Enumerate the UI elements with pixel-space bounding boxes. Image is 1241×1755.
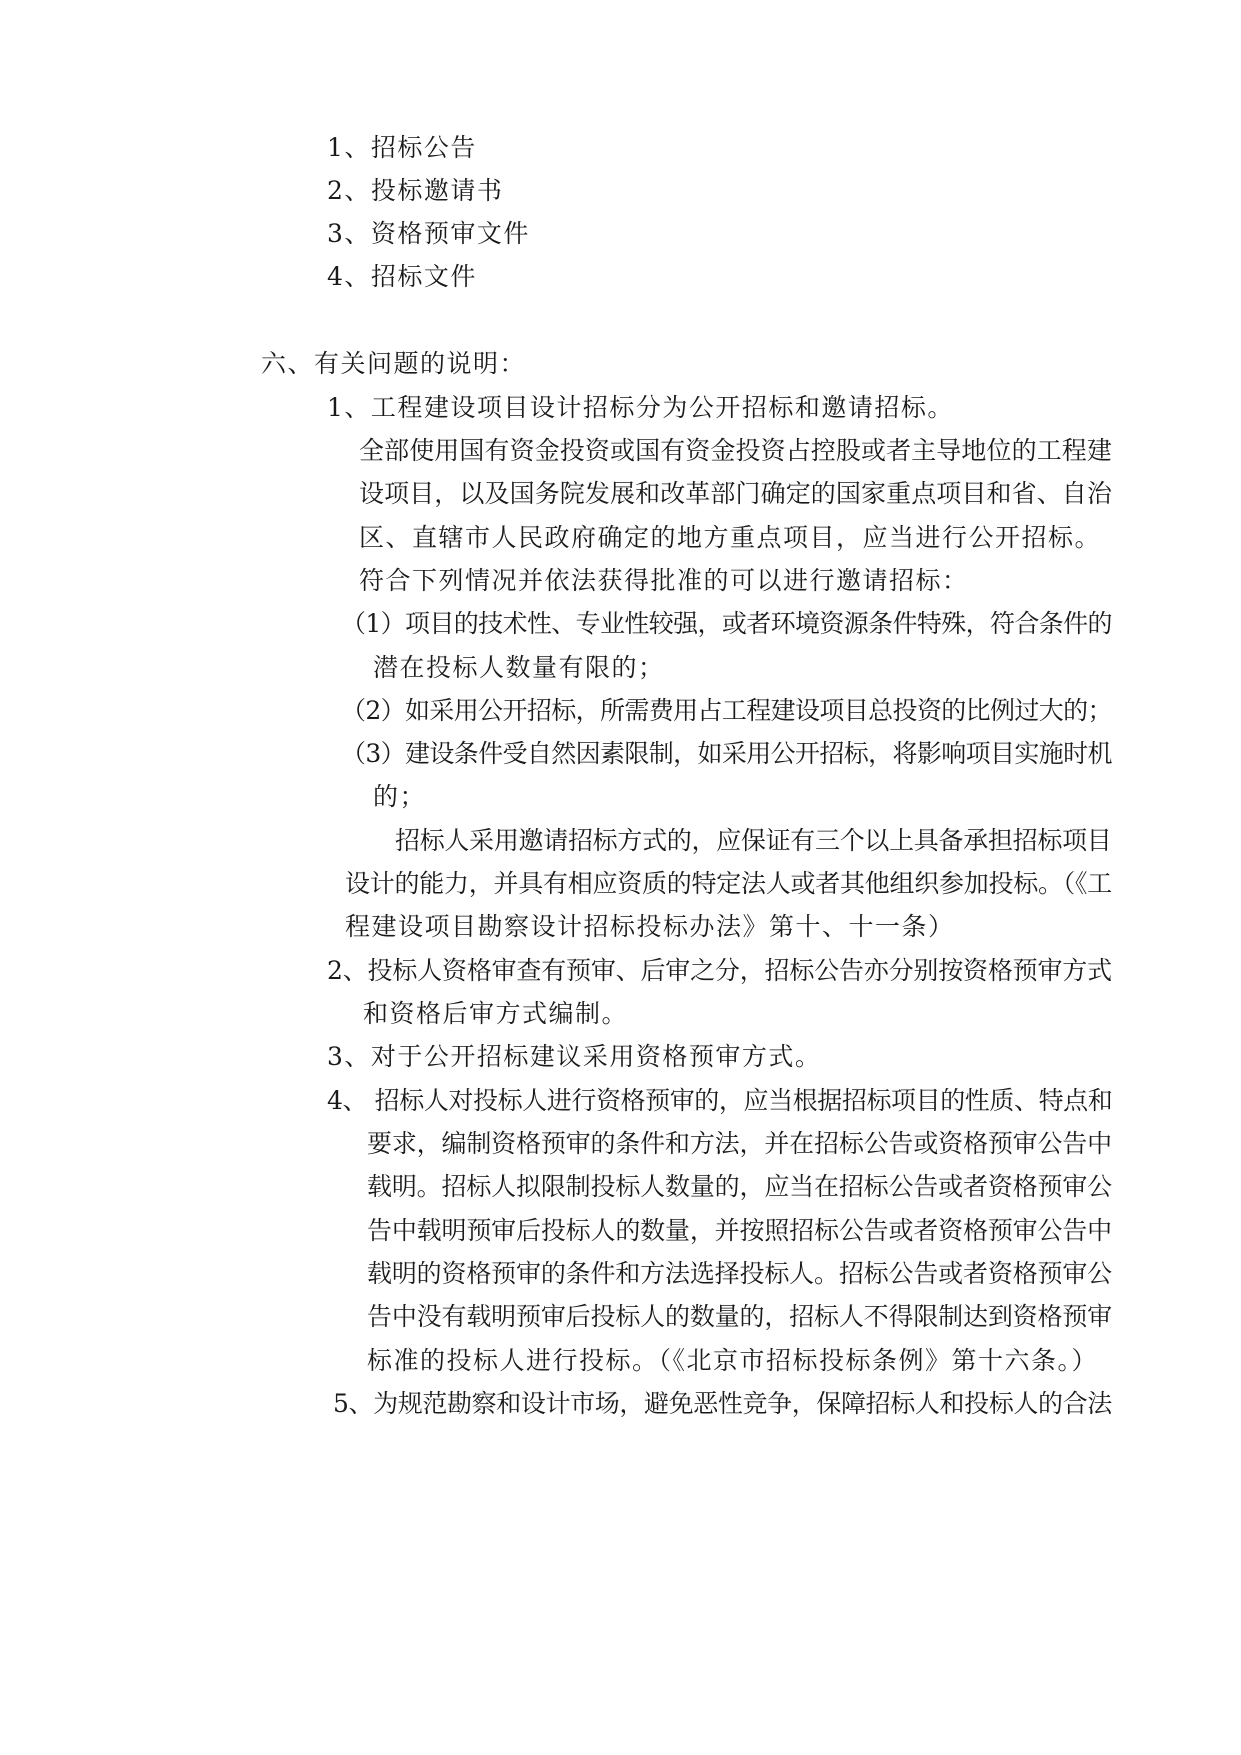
attachment-item-2: 2、投标邀请书 xyxy=(327,176,504,205)
item1-para1-line1: 全部使用国有资金投资或国有资金投资占控股或者主导地位的工程建 xyxy=(359,436,1113,465)
item4-line7: 标准的投标人进行投标。（《北京市招标投标条例》第十六条。） xyxy=(367,1346,1099,1375)
item1-para1-line3: 区、直辖市人民政府确定的地方重点项目，应当进行公开招标。 xyxy=(359,523,1102,552)
item1-cond1-line1: （1）项目的技术性、专业性较强，或者环境资源条件特殊，符合条件的 xyxy=(341,609,1112,638)
item4-line2: 要求，编制资格预审的条件和方法，并在招标公告或资格预审公告中 xyxy=(367,1129,1113,1158)
item4-line1: 4、 招标人对投标人进行资格预审的，应当根据招标项目的性质、特点和 xyxy=(327,1086,1113,1115)
item1-para1-line2: 设项目，以及国务院发展和改革部门确定的国家重点项目和省、自治 xyxy=(359,479,1113,508)
item5-line1: 5、为规范勘察和设计市场，避免恶性竞争，保障招标人和投标人的合法 xyxy=(333,1389,1112,1418)
item1-para3-line1: 招标人采用邀请招标方式的，应保证有三个以上具备承担招标项目 xyxy=(395,826,1112,855)
item4-line3: 载明。招标人拟限制投标人数量的，应当在招标公告或者资格预审公 xyxy=(367,1172,1113,1201)
item2-line2: 和资格后审方式编制。 xyxy=(363,999,629,1028)
section-heading: 六、有关问题的说明： xyxy=(261,349,527,378)
item1-cond1-line2: 潜在投标人数量有限的； xyxy=(373,653,665,682)
item1-cond3-line1: （3）建设条件受自然因素限制，如采用公开招标，将影响项目实施时机 xyxy=(341,739,1112,768)
item1-para3-line3: 程建设项目勘察设计招标投标办法》第十、十一条） xyxy=(345,912,955,941)
item1-cond3-line2: 的； xyxy=(373,782,427,811)
item1-cond2: （2）如采用公开招标，所需费用占工程建设项目总投资的比例过大的； xyxy=(341,696,1112,725)
attachment-item-4: 4、招标文件 xyxy=(327,262,477,291)
item3: 3、对于公开招标建议采用资格预审方式。 xyxy=(327,1042,822,1071)
item4-line5: 载明的资格预审的条件和方法选择投标人。招标公告或者资格预审公 xyxy=(367,1259,1113,1288)
item1-para3-line2: 设计的能力，并具有相应资质的特定法人或者其他组织参加投标。（《工 xyxy=(345,869,1113,898)
item4-line4: 告中载明预审后投标人的数量，并按照招标公告或者资格预审公告中 xyxy=(367,1216,1113,1245)
item4-line6: 告中没有载明预审后投标人的数量的，招标人不得限制达到资格预审 xyxy=(367,1302,1113,1331)
item2-line1: 2、投标人资格审查有预审、后审之分，招标公告亦分别按资格预审方式 xyxy=(327,956,1112,985)
attachment-item-1: 1、招标公告 xyxy=(327,133,477,162)
item1-title: 1、工程建设项目设计招标分为公开招标和邀请招标。 xyxy=(327,393,954,422)
attachment-item-3: 3、资格预审文件 xyxy=(327,219,530,248)
item1-para2: 符合下列情况并依法获得批准的可以进行邀请招标： xyxy=(359,566,969,595)
